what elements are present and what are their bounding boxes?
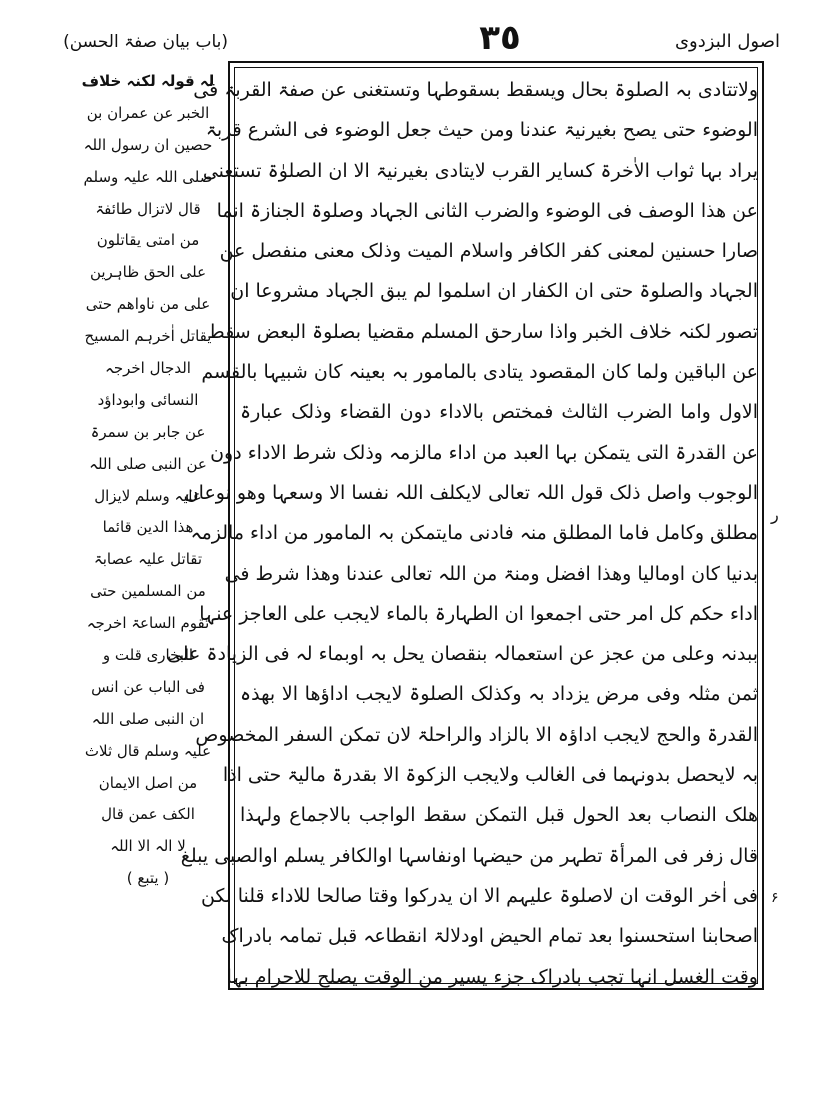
text-line: اداء حکم کل امر حتی اجمعوا ان الطہارۃ بالماء لایجب علی العاجز عنہا xyxy=(199,602,758,625)
side-note-line: لا الہ الا اللہ xyxy=(110,837,186,856)
text-line: عن الباقین ولما کان المقصود یتادی بالمامور بہ بعینہ کان شبیہا بالقسم xyxy=(201,361,758,384)
text-line: بدنیا کان اومالیا وھذا افضل ومنۃ من اللہ تعالی عندنا وھذا شرط فی xyxy=(224,562,758,585)
side-note-line: علی الحق ظاہرین xyxy=(89,263,207,282)
side-note-line: الدجال اخرجہ xyxy=(105,359,191,378)
text-line: عن ھذا الوصف فی الوضوء والضرب الثانی الجہاد وصلوۃ الجنازۃ انما xyxy=(216,199,758,222)
text-line: وقت الغسل انہا تجب بادراک جزء یسیر من الوقت یصلح للاحرام بہا xyxy=(226,965,758,988)
text-line: ھلک النصاب بعد الحول قبل التمکن سقط الواجب بالاجماع ولہذا xyxy=(240,804,758,827)
text-line: الوجوب واصل ذلک قول اللہ تعالی لایکلف اللہ نفسا الا وسعہا وھو نوعان xyxy=(184,481,758,504)
side-note-line: لہ قولہ لکنہ خلاف xyxy=(81,72,215,90)
side-note-line: علی من ناواھم حتی xyxy=(85,295,211,314)
side-note-line: صلی اللہ علیہ وسلم xyxy=(83,167,213,186)
text-line: الجہاد والصلوۃ حتی ان الکفار ان اسلموا لم یبق الجہاد مشروعا ان xyxy=(230,280,758,303)
text-line: بہ لایحصل بدونہما فی الغالب ولایجب الزکوۃ الا بقدرۃ مالیۃ حتی اذا xyxy=(222,764,758,787)
text-line: الوضوء حتی یصح بغیرنیۃ عندنا ومن حیث جعل الوضوء فی الشرع قربۃ xyxy=(205,119,758,142)
side-note-line: البخاری قلت و xyxy=(102,646,194,665)
text-line: عن القدرۃ التی یتمکن بہا العبد من اداء مالزمہ وذلک شرط الاداء دون xyxy=(210,441,758,464)
side-note-line: تقاتل علیہ عصابۃ xyxy=(93,550,203,569)
side-note-line: من المسلمین حتی xyxy=(90,582,206,601)
text-line: ولاتتادی بہ الصلوۃ بحال ویسقط بسقوطہا وتستغنی عن صفۃ القربۃ فی xyxy=(193,79,758,101)
marginal-notes xyxy=(72,66,224,1021)
text-line: مطلق وکامل فاما المطلق منہ فادنی مایتمکن بہ المامور من اداء مالزمہ xyxy=(190,522,758,545)
side-note-line: من امتی یقاتلون xyxy=(96,231,200,250)
side-note-line: علیہ وسلم لایزال xyxy=(94,486,202,505)
side-note-line: قال لاتزال طائفۃ xyxy=(95,199,201,218)
side-note-line: حصین ان رسول اللہ xyxy=(83,135,213,154)
side-note-line: فی الباب عن انس xyxy=(91,677,205,696)
text-line: تصور لکنہ خلاف الخبر واذا سارحق المسلم مقضیا بصلوۃ البعض سقط xyxy=(207,320,758,343)
side-note-line: الکف عمن قال xyxy=(101,805,195,824)
book-title: اصول البزدوی xyxy=(674,31,780,52)
main-text-block xyxy=(166,70,758,988)
text-line: صارا حسنین لمعنی کفر الکافر واسلام المیت وذلک معنی منفصل عن xyxy=(219,240,758,263)
text-line: ببدنہ وعلی من عجز عن استعمالہ بنقصان یحل بہ اوبماء لہ فی الزیادۃ علی xyxy=(166,643,758,666)
side-note-line: ان النبی صلی اللہ xyxy=(91,709,205,728)
margin-mark: ر xyxy=(771,505,779,524)
side-note-line: ( یتبع ) xyxy=(126,869,170,888)
side-note-line: عن النبی صلی اللہ xyxy=(89,454,207,473)
side-note-line: یقاتل اٰخرہم المسیح xyxy=(84,327,212,346)
text-line: فی اٰخر الوقت ان لاصلوۃ علیہم الا ان یدرکوا وقتا صالحا للاداء قلنا لکن xyxy=(200,884,758,907)
side-note-line: تقوم الساعۃ اخرجہ xyxy=(86,614,210,633)
text-line: الاول واما الضرب الثالث فمختص بالاداء دون القضاء وذلک عبارۃ xyxy=(240,401,758,424)
side-note-line: النسائی وابوداؤد xyxy=(97,390,199,409)
side-note-line: من اصل الایمان xyxy=(98,773,198,792)
page-number: ٣٥ xyxy=(479,18,521,58)
section-title: (باب بیان صفۃ الحسن) xyxy=(63,32,228,52)
text-line: اصحابنا استحسنوا بعد تمام الحیض اودلالۃ انقطاعہ قبل تمامہ بادراک xyxy=(221,925,758,948)
margin-mark: ۶ xyxy=(771,890,779,906)
side-note-line: الخبر عن عمران بن xyxy=(86,103,210,122)
side-note-line: علیہ وسلم قال ثلاث xyxy=(84,741,212,760)
side-note-line: عن جابر بن سمرۃ xyxy=(90,422,206,441)
text-line: قال زفر فی المرأۃ تطہر من حیضہا اونفاسہا اوالکافر یسلم اوالصبی یبلغ xyxy=(180,844,758,867)
text-line: یراد بہا ثواب الاٰخرۃ کسایر القرب لایتادی بغیرنیۃ الا ان الصلوٰۃ تستغنی xyxy=(202,159,758,182)
text-line: ثمن مثلہ وفی مرض یزداد بہ وکذلک الصلوۃ لایجب اداؤھا الا بھذہ xyxy=(240,683,758,706)
text-line: القدرۃ والحج لایجب اداؤہ الا بالزاد والراحلۃ لان تمکن السفر المخصوص xyxy=(195,723,758,746)
side-note-line: ھذا الدین قائما xyxy=(102,518,194,537)
